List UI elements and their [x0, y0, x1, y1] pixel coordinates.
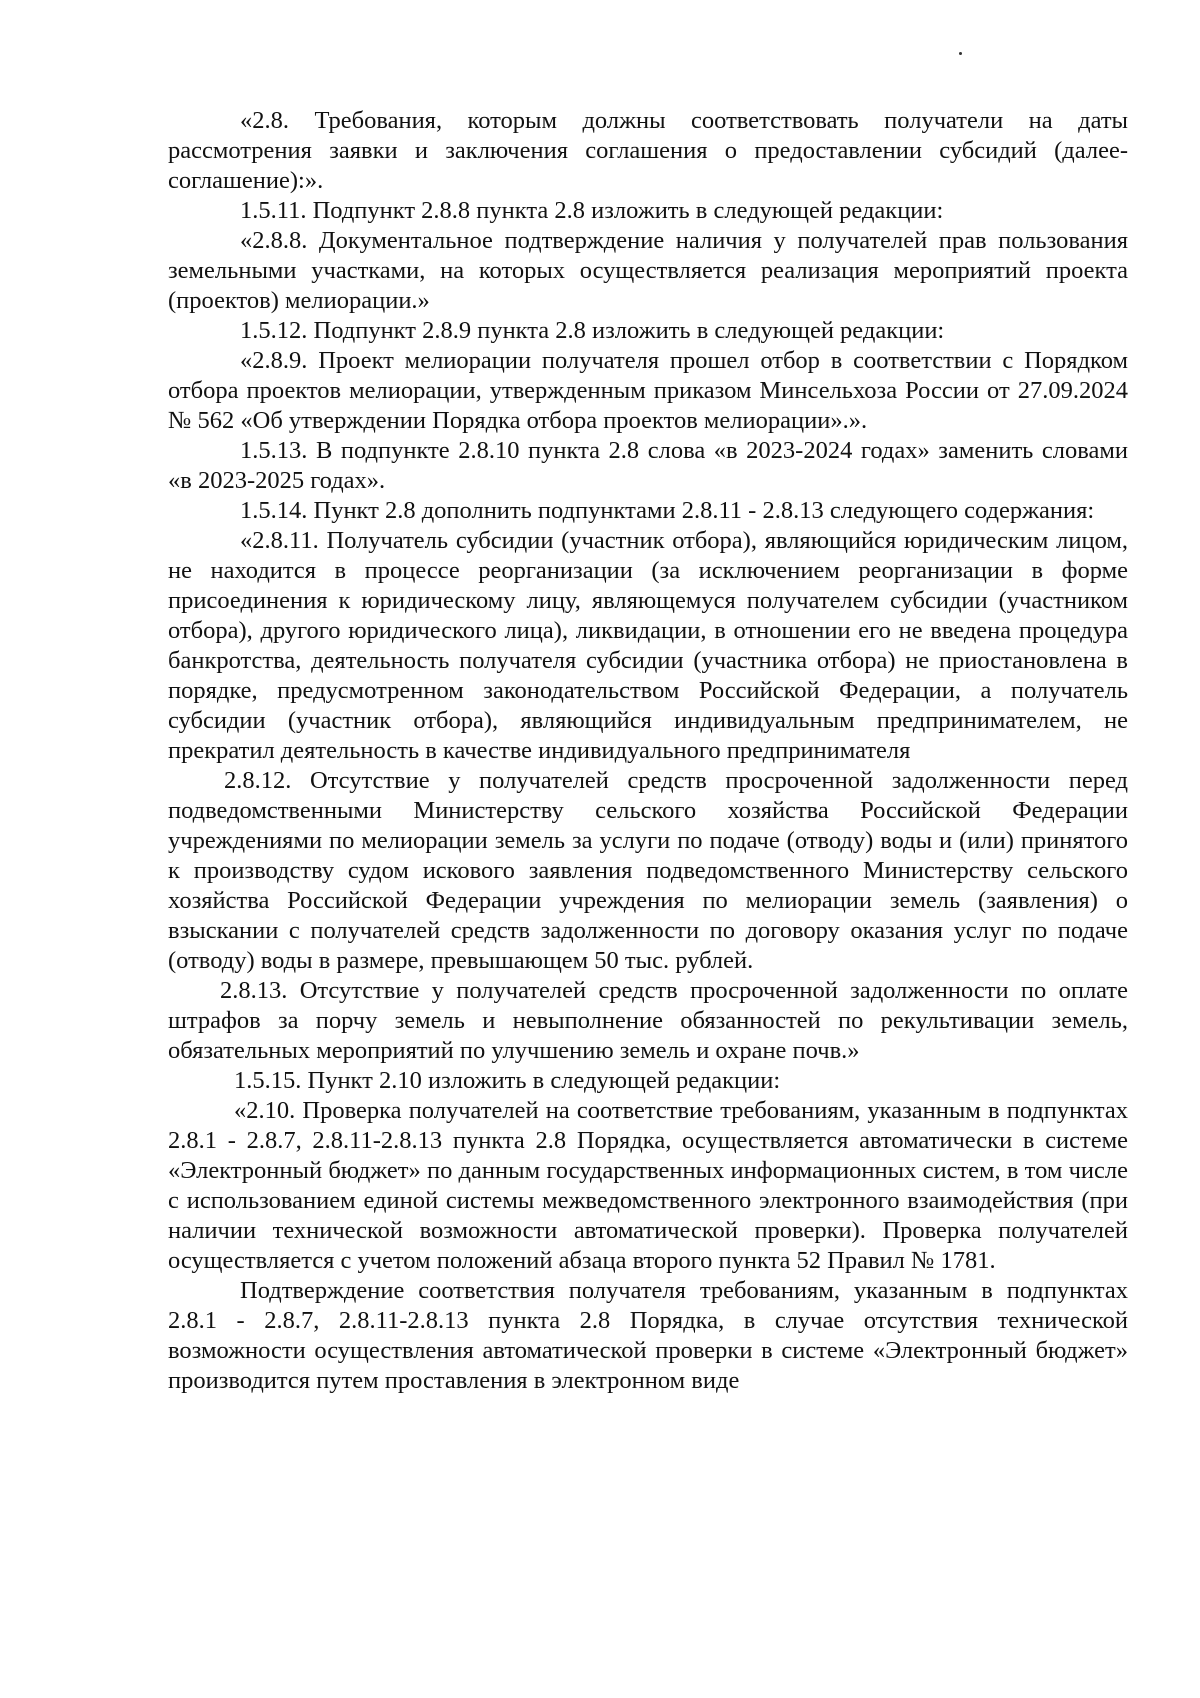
paragraph-2-8-8: «2.8.8. Документальное подтверждение наличия у получателей прав пользования земельными участками, на которых осуществляется реализация мероприятий проекта (проектов) мелиорации.»: [168, 227, 1128, 314]
paragraph-1-5-13: 1.5.13. В подпункте 2.8.10 пункта 2.8 слова «в 2023-2024 годах» заменить словами «в 2023-2025 годах».: [168, 437, 1128, 494]
paragraph-1-5-12: 1.5.12. Подпункт 2.8.9 пункта 2.8 изложить в следующей редакции:: [240, 317, 945, 344]
paragraph-2-8-9: «2.8.9. Проект мелиорации получателя прошел отбор в соответствии с Порядком отбора проектов мелиорации, утвержденным приказом Минсельхоза России от 27.09.2024 № 562 «Об утверждении Порядка отбора проектов мелиорации».».: [168, 347, 1128, 434]
paragraph-2-10: «2.10. Проверка получателей на соответствие требованиям, указанным в подпунктах 2.8.1 - 2.8.7, 2.8.11-2.8.13 пункта 2.8 Порядка, осуществляется автоматически в системе «Электронный бюджет» по данным государственных информационных систем, в том числе с использованием единой системы межведомственного электронного взаимодействия (при наличии технической возможности автоматической проверки). Проверка получателей осуществляется с учетом положений абзаца второго пункта 52 Правил № 1781.: [168, 1097, 1128, 1274]
paragraph-1-5-15: 1.5.15. Пункт 2.10 изложить в следующей редакции:: [234, 1067, 781, 1094]
paragraph-2-8-heading: «2.8. Требования, которым должны соответствовать получатели на даты рассмотрения заявки и заключения соглашения о предоставлении субсидий (далее-соглашение):».: [168, 107, 1128, 194]
scan-speck: [959, 52, 962, 55]
paragraph-2-8-13: 2.8.13. Отсутствие у получателей средств просроченной задолженности по оплате штрафов за порчу земель и невыполнение обязанностей по рекультивации земель, обязательных мероприятий по улучшению земель и охране почв.»: [168, 977, 1128, 1064]
paragraph-1-5-11: 1.5.11. Подпункт 2.8.8 пункта 2.8 изложить в следующей редакции:: [240, 197, 944, 224]
paragraph-2-8-11: «2.8.11. Получатель субсидии (участник отбора), являющийся юридическим лицом, не находится в процессе реорганизации (за исключением реорганизации в форме присоединения к юридическому лицу, являющемуся получателем субсидии (участником отбора), другого юридического лица), ликвидации, в отношении его не введена процедура банкротства, деятельность получателя субсидии (участника отбора) не приостановлена в порядке, предусмотренном законодательством Российской Федерации, а получатель субсидии (участник отбора), являющийся индивидуальным предпринимателем, не прекратил деятельность в качестве индивидуального предпринимателя: [168, 527, 1128, 764]
document-body: [168, 106, 1128, 1396]
paragraph-1-5-14: 1.5.14. Пункт 2.8 дополнить подпунктами 2.8.11 - 2.8.13 следующего содержания:: [240, 497, 1095, 524]
paragraph-2-8-12: 2.8.12. Отсутствие у получателей средств просроченной задолженности перед подведомственными Министерству сельского хозяйства Российской Федерации учреждениями по мелиорации земель за услуги по подаче (отводу) воды и (или) принятого к производству судом искового заявления подведомственного Министерству сельского хозяйства Российской Федерации учреждения по мелиорации земель (заявления) о взыскании с получателей средств задолженности по договору оказания услуг по подаче (отводу) воды в размере, превышающем 50 тыс. рублей.: [168, 767, 1128, 974]
paragraph-confirmation: Подтверждение соответствия получателя требованиям, указанным в подпунктах 2.8.1 - 2.8.7, 2.8.11-2.8.13 пункта 2.8 Порядка, в случае отсутствия технической возможности осуществления автоматической проверки в системе «Электронный бюджет» производится путем проставления в электронном виде: [168, 1277, 1128, 1394]
